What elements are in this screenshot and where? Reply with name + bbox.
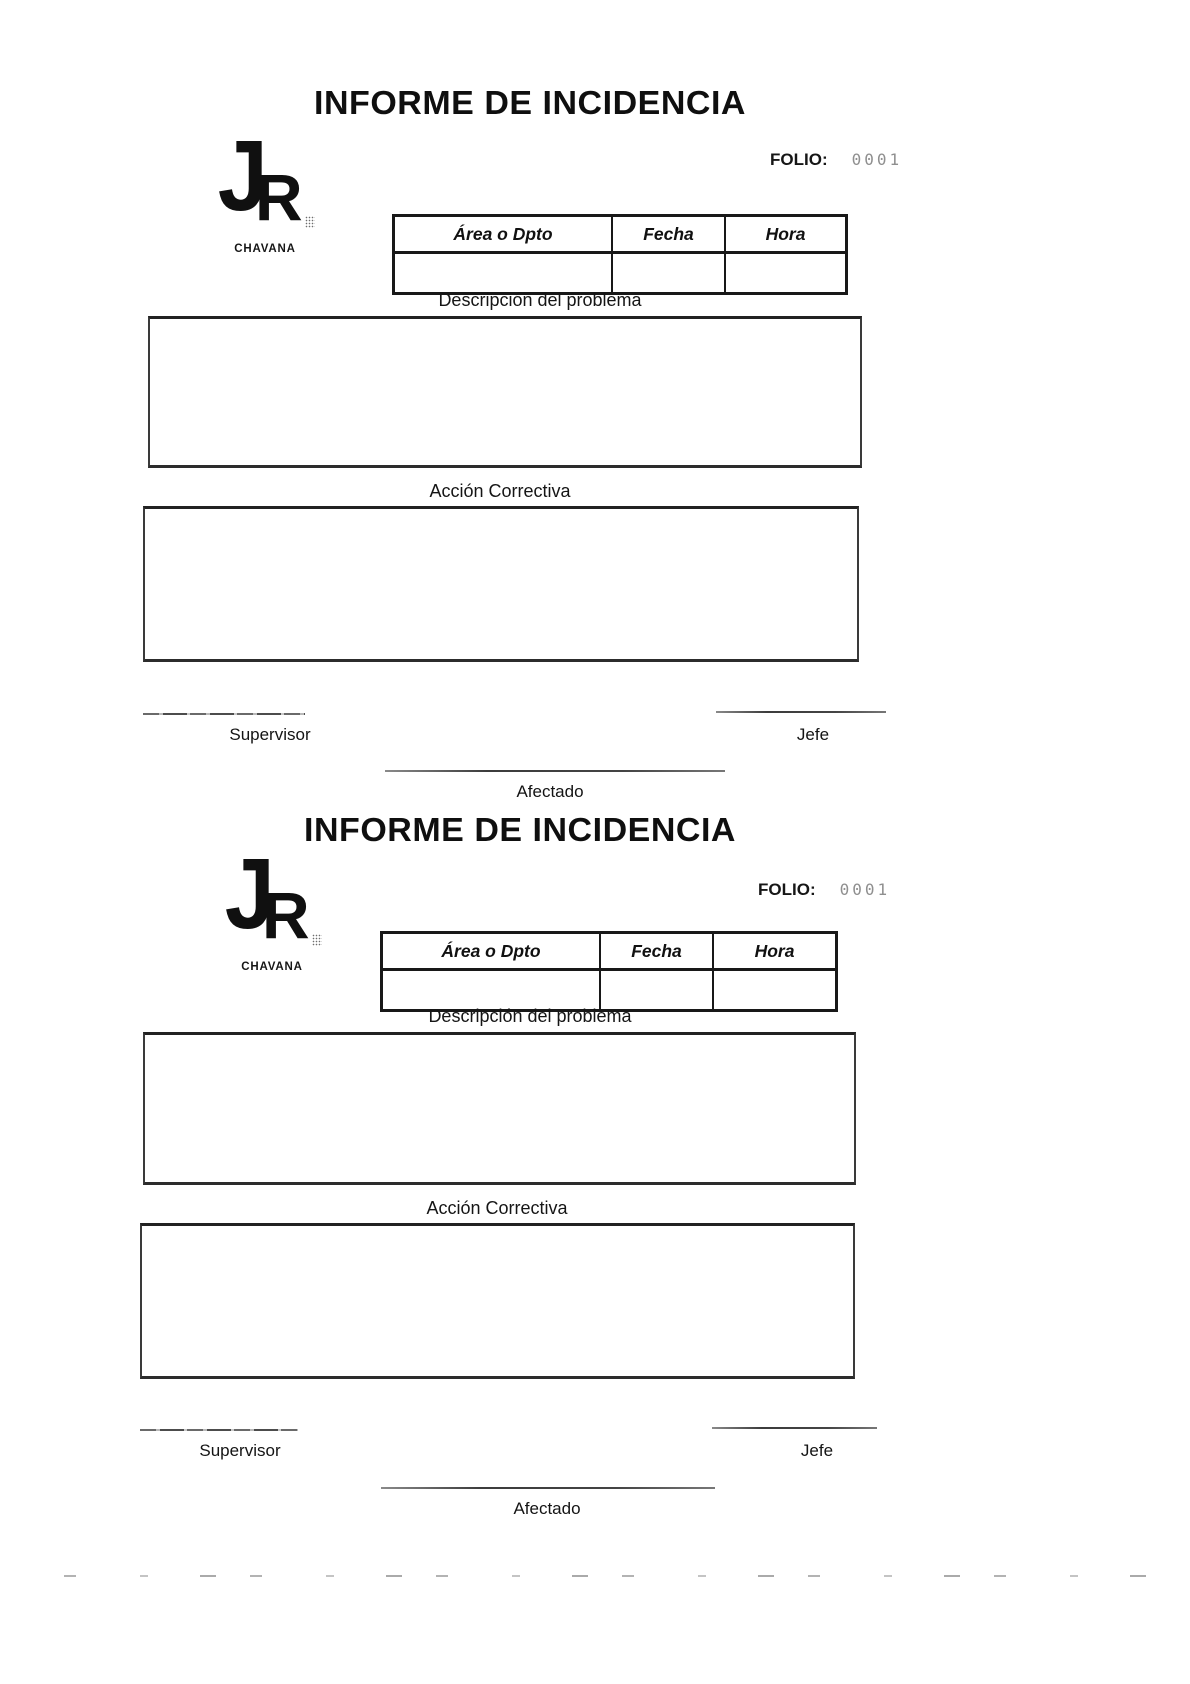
- cell-fecha: [601, 971, 714, 1009]
- logo-caption: CHAVANA: [234, 243, 296, 255]
- logo-letter-j: J: [217, 120, 268, 232]
- supervisor-label: Supervisor: [199, 1441, 281, 1460]
- form-title: INFORME DE INCIDENCIA: [314, 84, 746, 121]
- area-fecha-hora-table: [392, 214, 848, 295]
- header-area-dpto: Área o Dpto: [383, 934, 601, 968]
- description-box: [143, 1032, 856, 1185]
- folio-field: [770, 150, 902, 170]
- afectado-signature-line: [381, 1487, 715, 1489]
- logo-letter-r: R: [255, 160, 303, 234]
- folio-number: 0001: [851, 150, 903, 169]
- header-fecha: Fecha: [613, 217, 726, 251]
- description-box: [148, 316, 862, 468]
- area-fecha-hora-table: [380, 931, 838, 1012]
- cell-area-dpto: [383, 971, 601, 1009]
- table-header-row: [395, 217, 845, 254]
- header-fecha: Fecha: [601, 934, 714, 968]
- logo-letter-r: R: [262, 878, 310, 952]
- cell-fecha: [613, 254, 726, 292]
- jefe-label: Jefe: [800, 1441, 834, 1460]
- folio-label: FOLIO:: [758, 880, 816, 899]
- corrective-box: [140, 1223, 855, 1379]
- jr-chavana-logo: [213, 120, 317, 275]
- supervisor-signature-line: [143, 713, 305, 715]
- cell-hora: [726, 254, 845, 292]
- logo-letter-j: J: [224, 838, 275, 950]
- header-hora: Hora: [765, 224, 806, 244]
- corrective-section-label: Acción Correctiva: [429, 481, 571, 501]
- header-area-dpto: Área o Dpto: [395, 217, 613, 251]
- supervisor-signature-line: [140, 1429, 298, 1431]
- folio-number: 0001: [839, 880, 891, 899]
- corrective-box: [143, 506, 859, 662]
- form-title: INFORME DE INCIDENCIA: [304, 811, 736, 848]
- jefe-signature-line: [716, 711, 886, 713]
- cell-area-dpto: [395, 254, 613, 292]
- corrective-section-label: Acción Correctiva: [426, 1198, 568, 1218]
- afectado-signature-line: [385, 770, 725, 772]
- supervisor-label: Supervisor: [229, 725, 311, 744]
- folio-label: FOLIO:: [770, 150, 828, 169]
- table-data-row: [395, 254, 845, 292]
- cell-hora: [714, 971, 835, 1009]
- jr-chavana-logo: [220, 838, 324, 993]
- scan-artifact-line: [30, 1575, 1160, 1577]
- afectado-label: Afectado: [513, 1499, 581, 1518]
- description-section-label: Descripción del problema: [428, 1006, 632, 1026]
- logo-dither-mark: [305, 216, 315, 228]
- logo-caption: CHAVANA: [241, 961, 303, 973]
- folio-field: [758, 880, 890, 900]
- afectado-label: Afectado: [516, 782, 584, 801]
- logo-dither-mark: [312, 934, 322, 946]
- description-section-label: Descripción del problema: [438, 290, 642, 310]
- jefe-signature-line: [712, 1427, 877, 1429]
- jefe-label: Jefe: [796, 725, 830, 744]
- table-data-row: [383, 971, 835, 1009]
- header-hora: Hora: [754, 941, 795, 961]
- table-header-row: [383, 934, 835, 971]
